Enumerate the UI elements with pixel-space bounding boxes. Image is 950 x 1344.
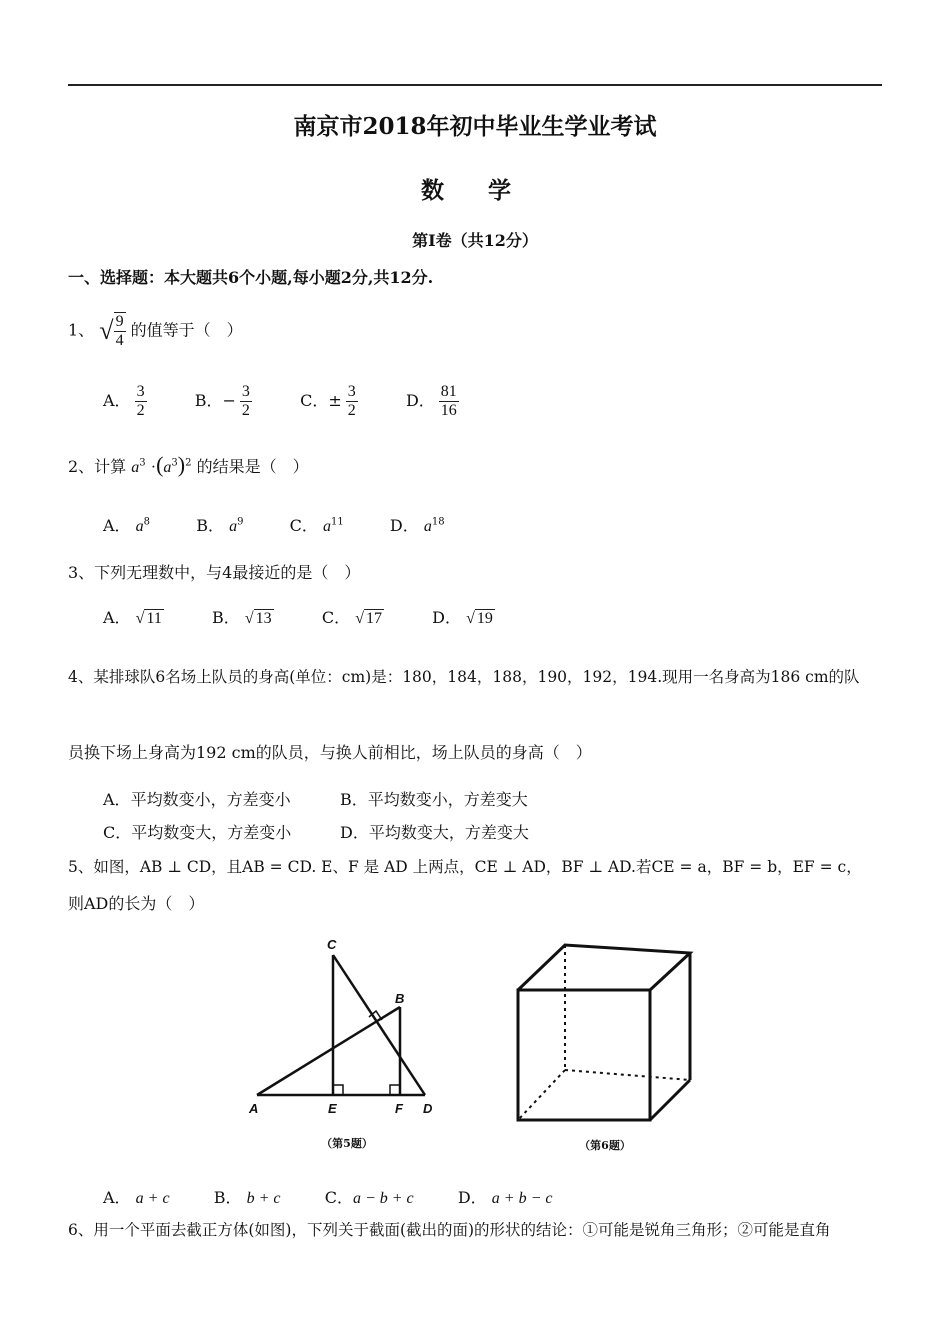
exam-title: 南京市2018年初中毕业生学业考试 (293, 113, 657, 140)
q3-option-a[interactable]: A． √ 11 (103, 608, 162, 627)
point-f-label: F (395, 1101, 403, 1116)
q5-option-c[interactable]: C．a − b + c (324, 1188, 414, 1207)
volume-title: 第Ⅰ卷（共12分） (412, 231, 538, 250)
question-1 (68, 312, 243, 350)
q2-options (103, 513, 445, 536)
q1-option-d[interactable]: D． $\frac{81}{16}$ (405, 383, 457, 419)
question-4-line2: 员换下场上身高为192 cm的队员，与换人前相比，场上队员的身高（ ） (68, 743, 592, 762)
top-rule (68, 84, 882, 86)
q1-option-b[interactable]: B．− $\frac{3}{2}$ (194, 383, 250, 419)
q2-option-c[interactable]: C． $a^{11}$ (289, 516, 344, 535)
q1-option-a[interactable]: A． $\frac{3}{2}$ (103, 383, 145, 419)
figure-q5-caption: （第5题） (321, 1137, 373, 1150)
q3-option-d[interactable]: D． √ 19 (432, 608, 493, 627)
q1-option-c[interactable]: C．± $\frac{3}{2}$ (300, 383, 356, 419)
question-4-line1: 4、某排球队6名场上队员的身高(单位：cm)是：180，184，188，190，192，194.现用一名身高为186 cm的队 (68, 668, 860, 686)
figure-q5-triangles (245, 935, 450, 1155)
point-b-label: B (395, 991, 405, 1006)
q2-option-d[interactable]: D． $a^{18}$ (389, 516, 445, 535)
section-heading: 一、选择题：本大题共6个小题,每小题2分,共12分. (68, 268, 434, 287)
q1-suffix: 的值等于（ ） (130, 320, 243, 340)
q4-option-d[interactable]: D．平均数变大，方差变大 (340, 823, 529, 842)
q2-option-a[interactable]: A． $a^8$ (103, 516, 151, 535)
q4-option-a[interactable]: A．平均数变小，方差变小 (103, 790, 291, 809)
q5-options (103, 1185, 552, 1208)
question-6-line1: 6、用一个平面去截正方体(如图)，下列关于截面(截出的面)的形状的结论：①可能是锐角三角形；②可能是直角 (68, 1221, 831, 1239)
question-5-line2: 则AD的长为（ ） (68, 894, 205, 913)
figure-q6-caption: （第6题） (579, 1139, 631, 1152)
q4-option-b[interactable]: B．平均数变小，方差变大 (340, 790, 528, 809)
q4-option-c[interactable]: C．平均数变大，方差变小 (103, 823, 292, 842)
point-c-label: C (327, 937, 337, 952)
q1-prefix: 1、 (68, 320, 95, 340)
question-5-line1: 5、如图，AB ⊥ CD，且AB = CD. E、F 是 AD 上两点，CE ⊥ AD，BF ⊥ AD.若CE = a，BF = b，EF = c， (68, 858, 862, 876)
question-3: 3、下列无理数中，与4最接近的是（ ） (68, 563, 361, 582)
question-2: 2、计算 $a^3 \cdot(a^3)^2$ 的结果是（ ） (68, 452, 309, 477)
q1-sqrt: √ $\frac{9}{4}$ (99, 313, 124, 349)
q5-option-b[interactable]: B． b + c (213, 1188, 281, 1207)
point-d-label: D (423, 1101, 433, 1116)
figure-q6-cube (510, 935, 710, 1160)
point-a-label: A (249, 1101, 259, 1116)
q5-option-d[interactable]: D． a + b − c (457, 1188, 553, 1207)
q2-option-b[interactable]: B． $a^9$ (196, 516, 244, 535)
q3-option-b[interactable]: B． √ 13 (212, 608, 272, 627)
q5-option-a[interactable]: A． a + c (103, 1188, 170, 1207)
point-e-label: E (328, 1101, 337, 1116)
q1-options (103, 383, 463, 420)
subject-title: 数 学 (420, 177, 529, 204)
q3-option-c[interactable]: C． √ 17 (321, 608, 382, 627)
q3-options (103, 605, 495, 628)
